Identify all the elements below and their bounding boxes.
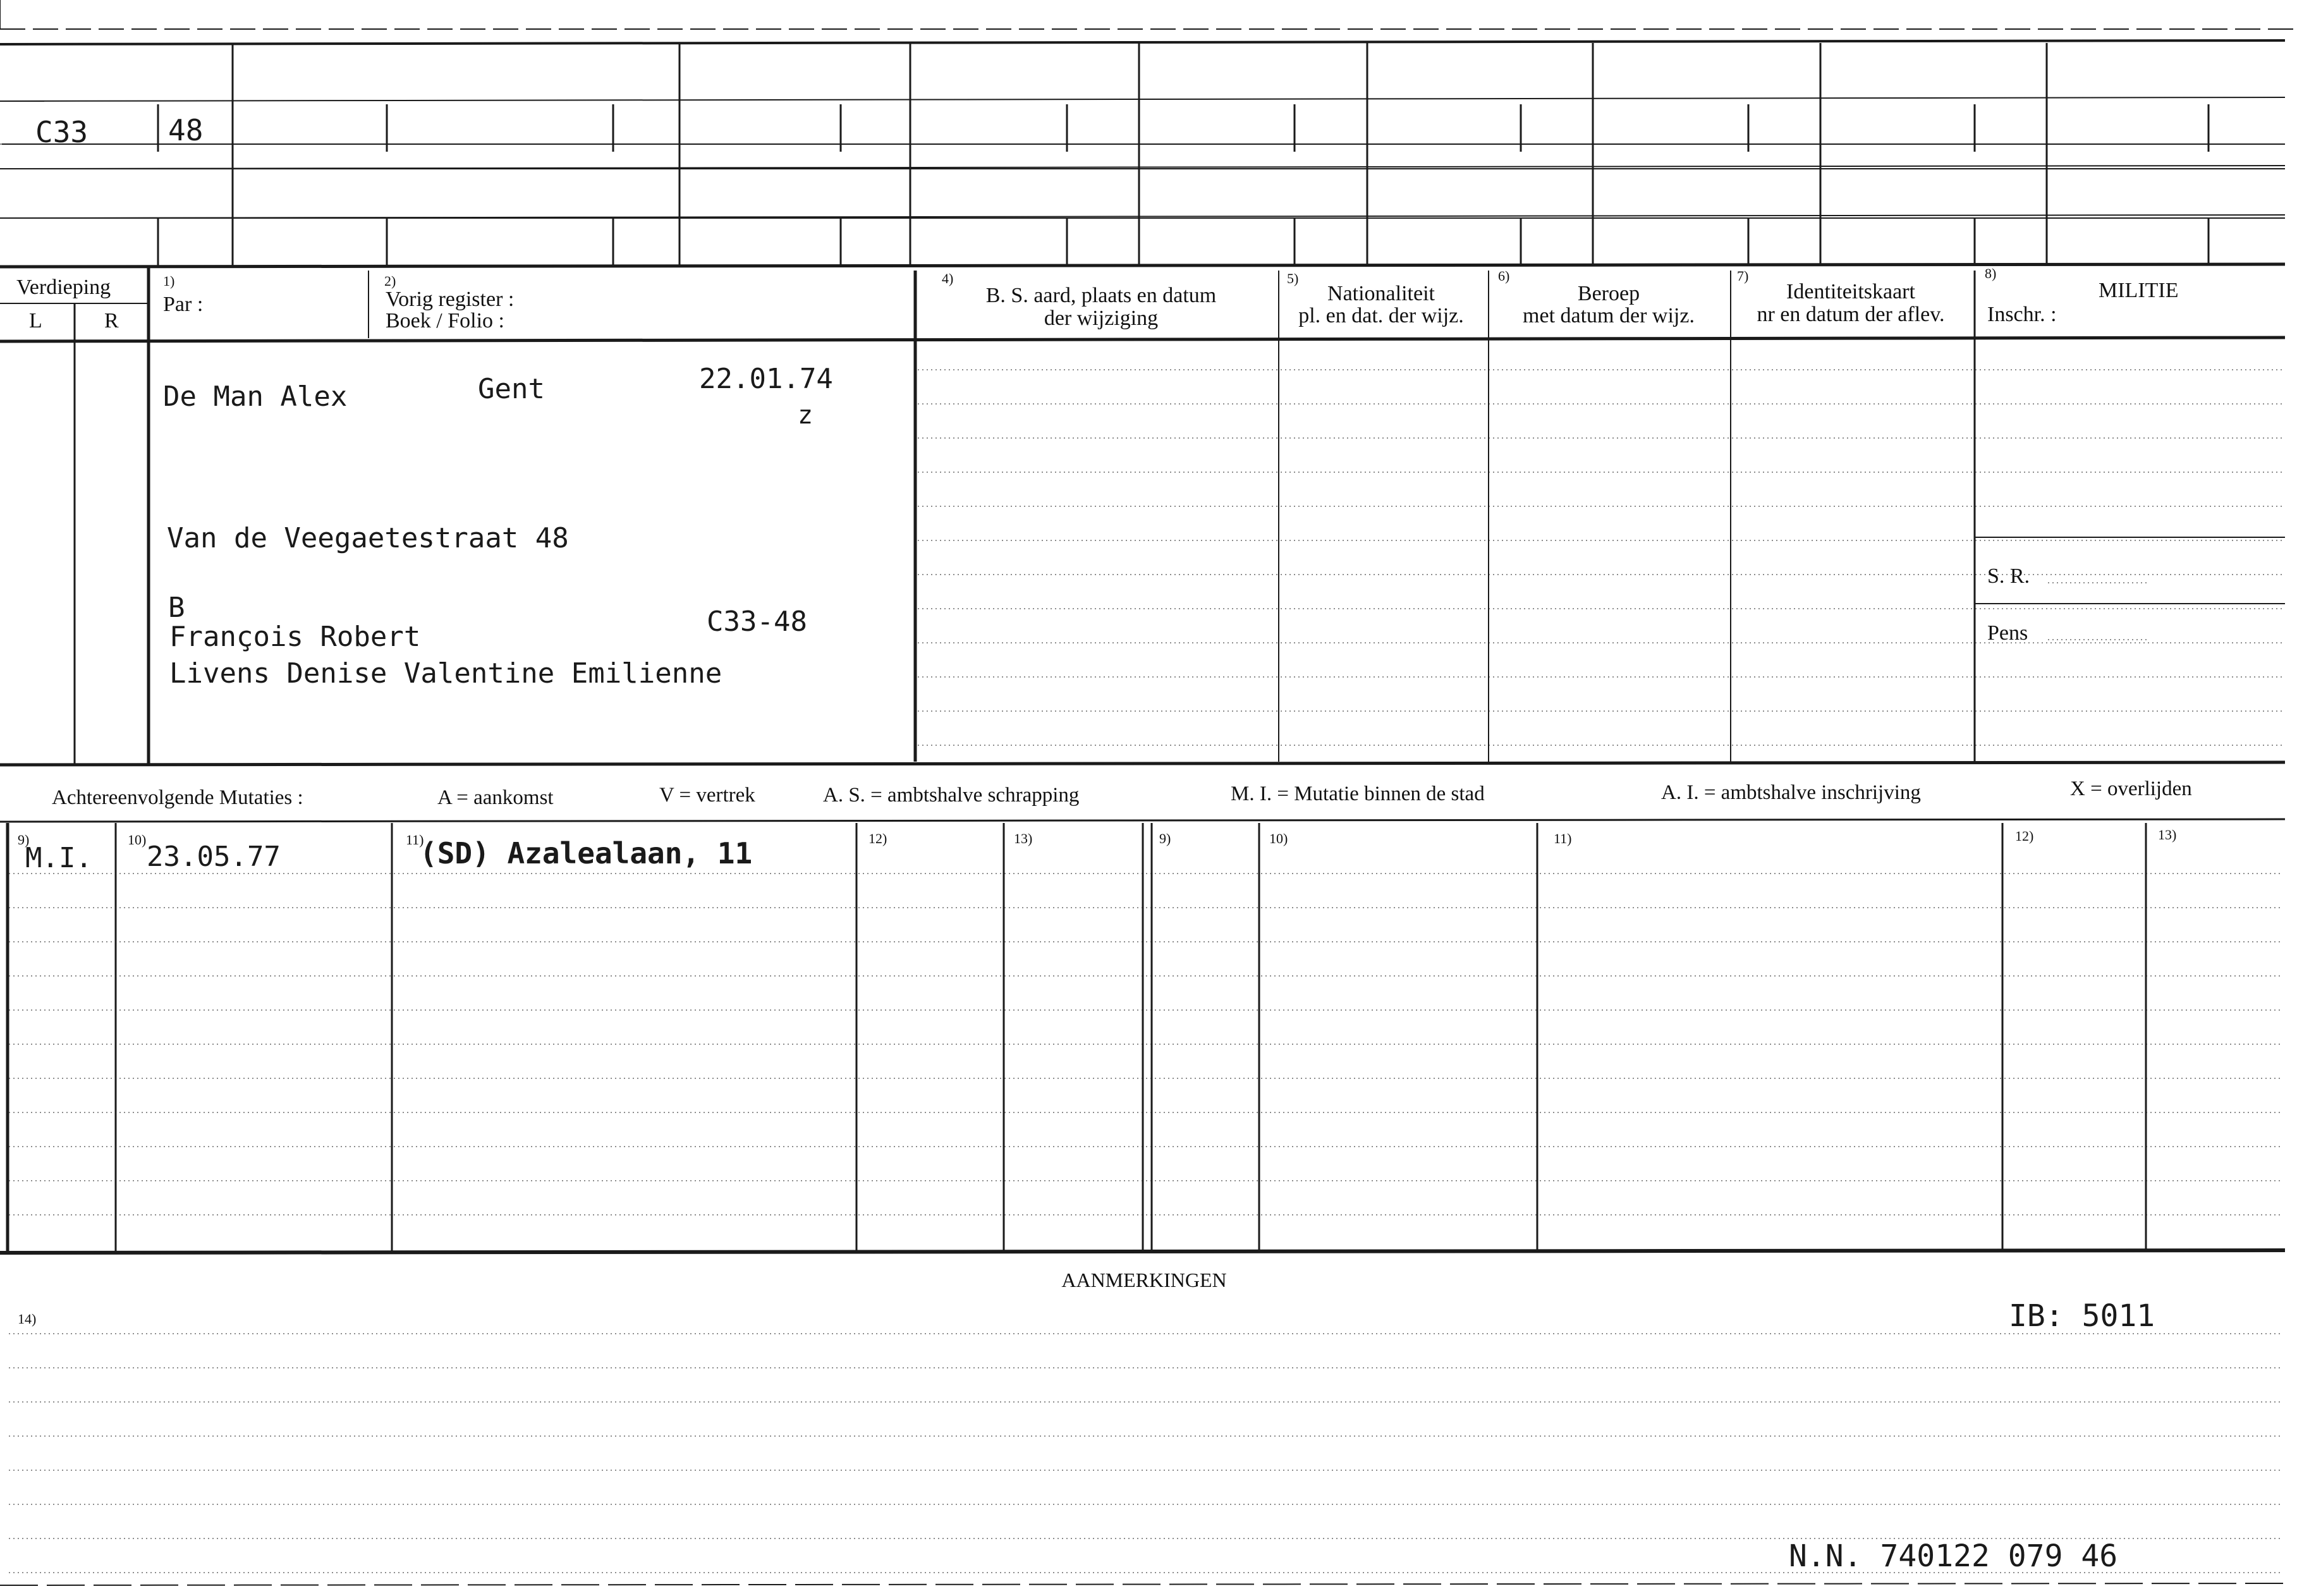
sr-label: S. R. [1987,564,2030,588]
mut-col9-number: 9) [18,832,30,848]
mut-col13-number: 13) [1014,831,1033,846]
col7-number: 7) [1737,268,1749,284]
person-line-b: B [168,592,185,624]
person-address: Van de Veegaetestraat 48 [167,522,569,554]
mut-col12-number: 12) [868,831,887,846]
beroep-line2: met datum der wijz. [1523,304,1695,327]
person-mark: z [798,401,813,430]
remarks-number: 14) [18,1311,37,1327]
person-mother: Livens Denise Valentine Emilienne [169,657,722,690]
verdieping-left: L [29,309,42,332]
beroep-line1: Beroep [1577,282,1640,305]
legend-mutatie-binnen-stad: M. I. = Mutatie binnen de stad [1231,783,1485,805]
col5-number: 5) [1287,271,1299,286]
legend-ambtshalve-schrapping: A. S. = ambtshalve schrapping [823,784,1080,807]
col6-number: 6) [1498,268,1510,284]
identiteitskaart-line1: Identiteitskaart [1786,280,1915,303]
mut-col9b-number: 9) [1159,831,1171,846]
nationaliteit-line1: Nationaliteit [1327,282,1435,305]
legend-title: Achtereenvolgende Mutaties : [52,786,303,809]
identiteitskaart-line2: nr en datum der aflev. [1757,303,1945,326]
legend-vertrek: V = vertrek [659,784,755,807]
top-number: 48 [168,113,204,147]
mutation-date: 23.05.77 [147,841,281,873]
person-ref: C33-48 [707,606,807,638]
vorig-register-label: Vorig register : [386,288,515,311]
person-name: De Man Alex [163,381,348,413]
verdieping-right: R [104,309,119,332]
pens-label: Pens [1987,621,2028,645]
mut-col13b-number: 13) [2158,827,2177,843]
mut-col12b-number: 12) [2015,828,2034,844]
legend-ambtshalve-inschrijving: A. I. = ambtshalve inschrijving [1661,781,1921,804]
remarks-title: AANMERKINGEN [1061,1269,1227,1291]
mut-col11b-number: 11) [1554,831,1572,846]
boek-folio-label: Boek / Folio : [386,309,504,332]
inschr-label: Inschr. : [1987,303,2057,326]
mut-col10b-number: 10) [1269,831,1288,846]
person-birthdate: 22.01.74 [699,363,833,395]
person-father: François Robert [169,621,421,653]
legend-aankomst: A = aankomst [437,786,554,809]
col2-number: 2) [384,273,396,289]
national-number: N.N. 740122 079 46 [1789,1538,2118,1574]
col1-number: 1) [163,273,175,289]
militie-label: MILITIE [2099,279,2179,302]
mut-col10-number: 10) [128,832,147,848]
col4-number: 4) [942,271,954,286]
mutation-address: (SD) Azalealaan, 11 [420,836,753,870]
nationaliteit-line2: pl. en dat. der wijz. [1298,304,1464,327]
mut-col11-number: 11) [406,832,424,848]
ib-number: IB: 5011 [2009,1298,2155,1334]
col8-number: 8) [1985,265,1997,281]
bs-header-line2: der wijziging [1044,307,1159,330]
verdieping-label: Verdieping [16,276,111,299]
bs-header-line1: B. S. aard, plaats en datum [985,284,1217,307]
legend-overlijden: X = overlijden [2070,777,2192,800]
mutation-type: M.I. [25,842,92,874]
top-code: C33 [35,115,88,149]
person-birthplace: Gent [478,373,545,405]
par-label: Par : [163,293,204,316]
